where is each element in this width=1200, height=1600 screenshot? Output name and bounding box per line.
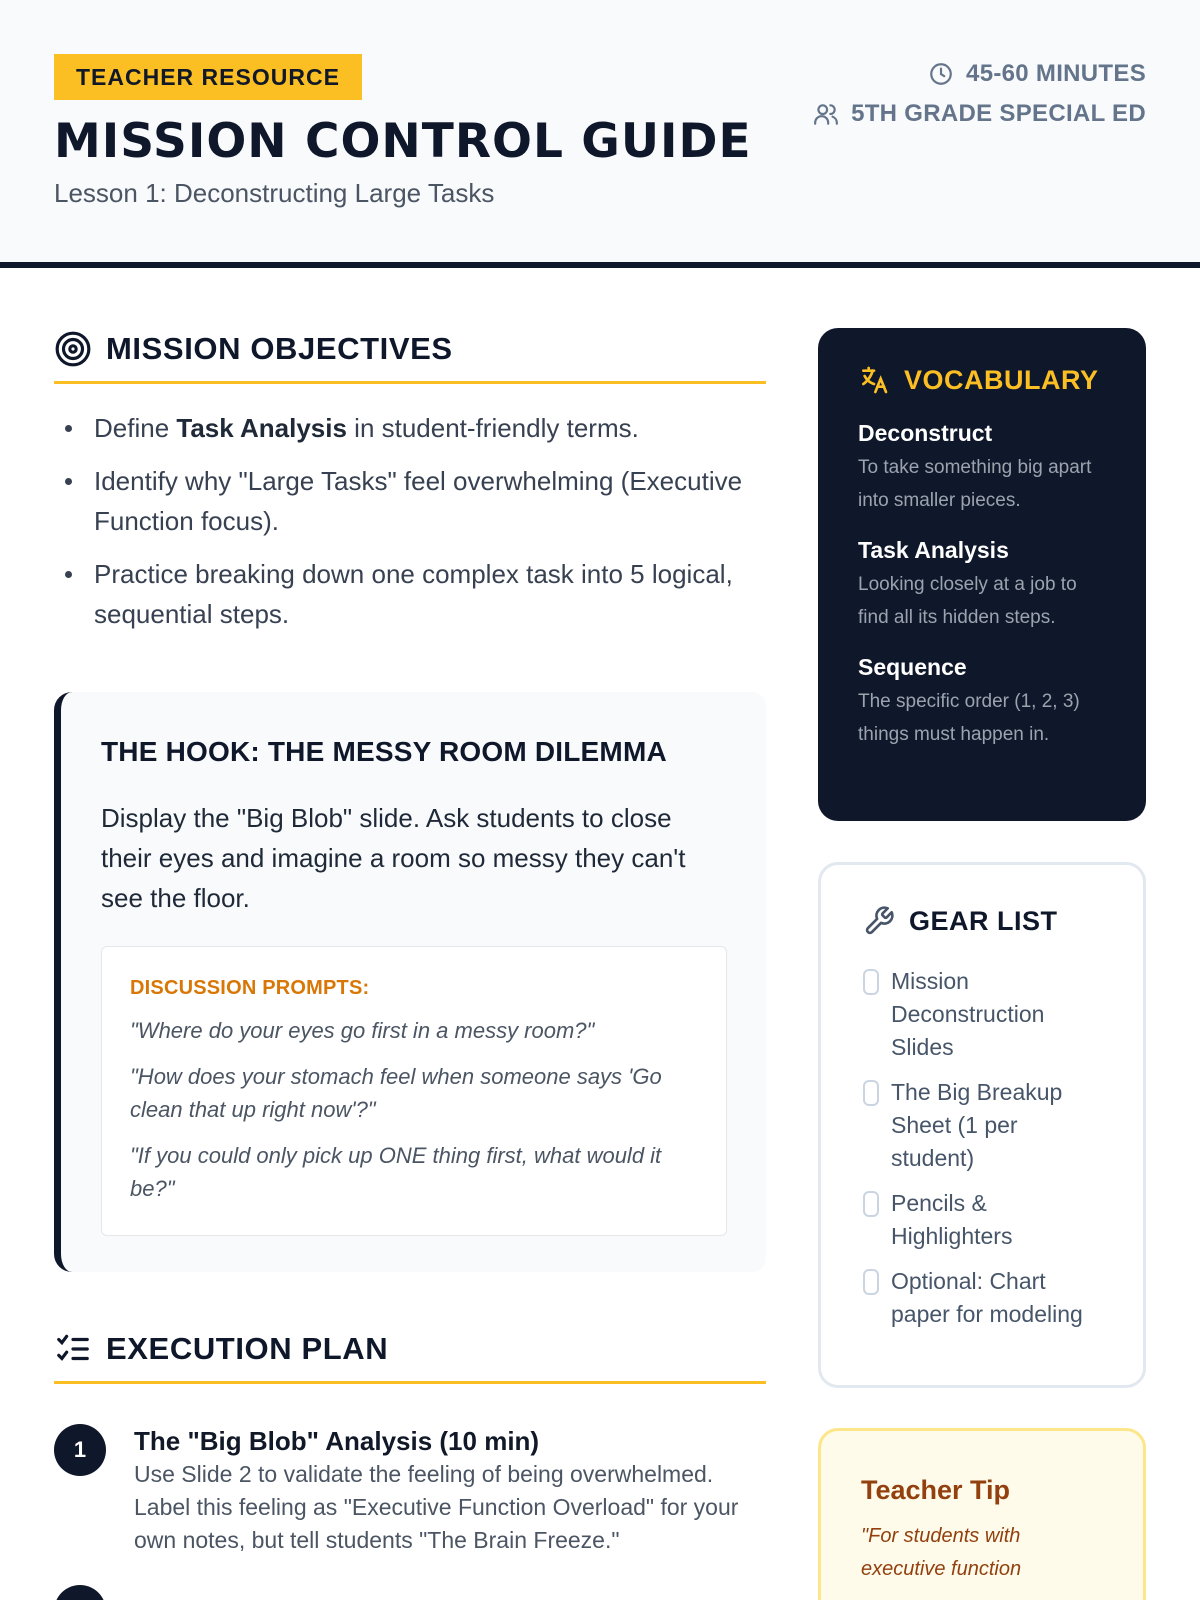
audience-text: 5TH GRADE SPECIAL ED: [851, 100, 1146, 127]
gear-checkbox[interactable]: [863, 1080, 879, 1106]
teacher-tip-card: [818, 1428, 1146, 1600]
gear-label: Pencils & Highlighters: [891, 1190, 1013, 1249]
page-subtitle: Lesson 1: Deconstructing Large Tasks: [54, 178, 495, 208]
prompt-item: "If you could only pick up ONE thing first, what would it be?": [130, 1143, 662, 1201]
prompt-item: "Where do your eyes go first in a messy room?": [130, 1018, 595, 1043]
execution-title: EXECUTION PLAN: [106, 1331, 389, 1366]
clock-icon: [928, 61, 954, 87]
list-item: Practice breaking down one complex task into 5 logical, sequential steps.: [54, 554, 766, 634]
vocabulary-heading: [858, 364, 1106, 396]
checklist-icon: [54, 1330, 92, 1368]
vocab-term: Deconstruct: [858, 420, 993, 446]
step-number: 1: [54, 1424, 106, 1476]
objectives-list: [54, 408, 766, 647]
gear-label: Mission Deconstruction Slides: [891, 968, 1045, 1060]
tip-title: Teacher Tip: [861, 1475, 1011, 1505]
execution-heading: [54, 1330, 766, 1384]
objectives-title: MISSION OBJECTIVES: [106, 331, 453, 366]
vocabulary-title: VOCABULARY: [904, 364, 1099, 395]
discussion-prompts: [101, 946, 727, 1236]
gear-label: Optional: Chart paper for modeling: [891, 1268, 1083, 1327]
objective-text: in student-friendly terms.: [346, 413, 639, 443]
step-number: [54, 1585, 106, 1600]
objective-text: Define: [94, 413, 177, 443]
wrench-icon: [863, 905, 895, 937]
list-item: [863, 1265, 1103, 1331]
objective-term: Task Analysis: [176, 413, 347, 443]
vocab-term: Task Analysis: [858, 537, 1009, 563]
gear-heading: [863, 905, 1103, 937]
users-icon: [813, 101, 839, 127]
objectives-heading: [54, 330, 766, 384]
list-item: [863, 1076, 1103, 1175]
vocab-definition: To take something big apart into smaller pieces.: [858, 457, 1092, 511]
gear-checkbox[interactable]: [863, 1191, 879, 1217]
vocabulary-card: [818, 328, 1146, 821]
list-item: [863, 1187, 1103, 1253]
translate-icon: [858, 364, 890, 396]
duration-text: 45-60 MINUTES: [966, 60, 1146, 87]
prompt-item: "How does your stomach feel when someone says 'Go clean that up right now'?": [130, 1064, 662, 1122]
target-icon: [54, 330, 92, 368]
tip-body: "For students with executive function: [861, 1525, 1022, 1580]
duration-row: [813, 54, 1146, 94]
gear-label: The Big Breakup Sheet (1 per student): [891, 1079, 1063, 1171]
gear-checkbox[interactable]: [863, 969, 879, 995]
list-item: Identify why "Large Tasks" feel overwhelming (Executive Function focus).: [54, 461, 766, 541]
vocab-definition: The specific order (1, 2, 3) things must happen in.: [858, 691, 1080, 745]
gear-title: GEAR LIST: [909, 905, 1058, 936]
gear-checkbox[interactable]: [863, 1269, 879, 1295]
execution-steps: [54, 1424, 766, 1585]
page-header: [0, 0, 1200, 268]
list-item: [54, 408, 766, 448]
step-title: The "Big Blob" Analysis (10 min): [134, 1426, 540, 1456]
gear-list-card: [818, 862, 1146, 1388]
lesson-meta: [813, 54, 1146, 134]
resource-badge: TEACHER RESOURCE: [54, 54, 362, 100]
list-item: [863, 965, 1103, 1064]
page-title: MISSION CONTROL GUIDE: [54, 114, 752, 169]
prompts-title: DISCUSSION PROMPTS:: [130, 977, 370, 999]
hook-title: THE HOOK: THE MESSY ROOM DILEMMA: [101, 736, 667, 767]
step-body: Use Slide 2 to validate the feeling of being overwhelmed. Label this feeling as "Executive Function Overload" for your own notes, but tell students "The Brain Freeze.": [134, 1461, 739, 1553]
step-item: [54, 1424, 766, 1557]
hook-card: [54, 692, 766, 1272]
vocab-term: Sequence: [858, 654, 967, 680]
hook-body: Display the "Big Blob" slide. Ask students to close their eyes and imagine a room so messy they can't see the floor.: [101, 803, 686, 913]
audience-row: [813, 94, 1146, 134]
vocab-definition: Looking closely at a job to find all its hidden steps.: [858, 574, 1077, 628]
